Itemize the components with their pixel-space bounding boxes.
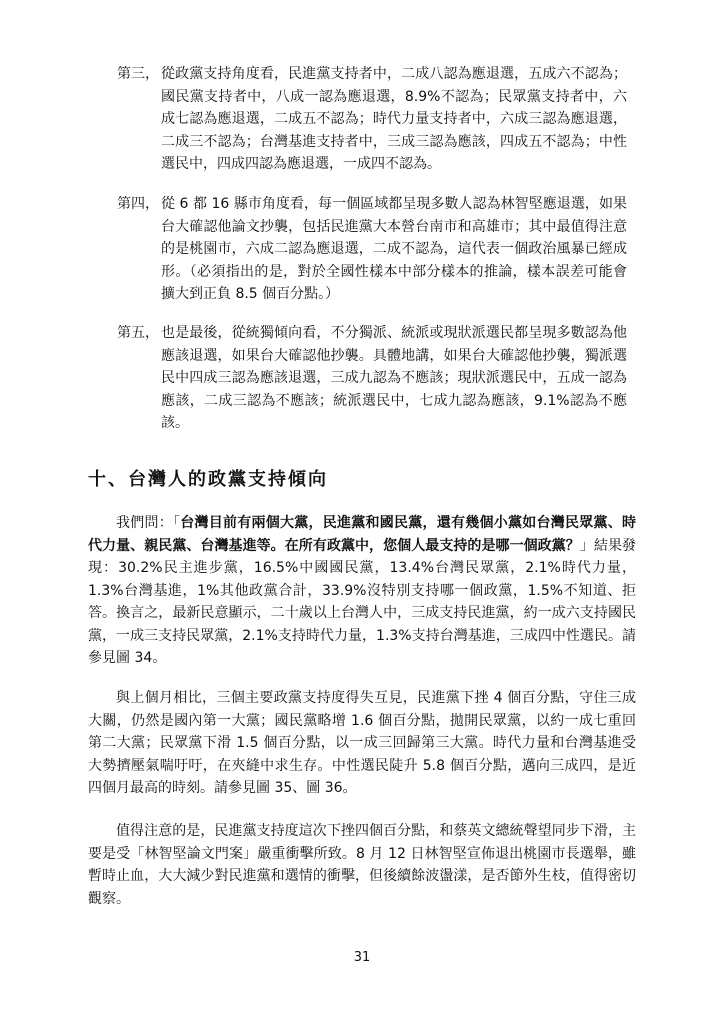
paragraph-intro: 我們問：「 [116, 515, 181, 531]
item-lead: 第五， [117, 325, 159, 341]
paragraph-outro: 」結果發現：30.2%民主進步黨，16.5%中國國民黨，13.4%台灣民眾黨，2.1%時代力量，1.3%台灣基進，1%其他政黨合計，33.9%沒特別支持哪一個政黨，1.5%不知道、拒答。換言之，最新民意顯示，二十歲以上台灣人中，三成支持民進黨，約一成六支持國民黨，一成三支持民眾黨，2.1%支持時代力量，1.3%支持台灣基進，三成四中性選民。請參見圖 34。 [88, 537, 637, 666]
item-text: 從政黨支持角度看，民進黨支持者中，二成八認為應退選，五成六不認為；國民黨支持者中，八成一認為應退選，8.9%不認為；民眾黨支持者中，六成七認為應退選，二成五不認為；時代力量支持者中，六成三認為應退選，二成三不認為；台灣基進支持者中，三成三認為應該，四成五不認為；中性選民中，四成四認為應退選，一成四不認為。 [161, 66, 627, 172]
paragraph-noteworthy: 值得注意的是，民進黨支持度這次下挫四個百分點，和蔡英文總統聲望同步下滑，主要是受「林智堅論文門案」嚴重衝擊所致。8 月 12 日林智堅宣佈退出桃園市長選舉，雖暫時止血，大大減少對民進黨和選情的衝擊，但後續餘波盪漾，是否節外生枝，值得密切觀察。 [88, 823, 636, 907]
paragraph-survey-question [88, 512, 636, 670]
item-lead: 第四， [117, 196, 159, 212]
paragraph-monthly-comparison: 與上個月相比，三個主要政黨支持度得失互見，民進黨下挫 4 個百分點，守住三成大關，仍然是國內第一大黨；國民黨略增 1.6 個百分點，拋開民眾黨，以約一成七重回第二大黨；民眾黨下滑 1.5 個百分點，以一成三回歸第三大黨。時代力量和台灣基進受大勢擠壓氣喘吁吁，在夾縫中求生存。中性選民陡升 5.8 個百分點，邁向三成四，是近四個月最高的時刻。請參見圖 35、圖 36。 [88, 690, 636, 796]
finding-item-fifth [117, 322, 627, 435]
finding-item-fourth [117, 193, 627, 306]
page-number: 31 [353, 950, 371, 965]
survey-question-text: 台灣目前有兩個大黨，民進黨和國民黨，還有幾個小黨如台灣民眾黨、時代力量、親民黨、台灣基進等。在所有政黨中，您個人最支持的是哪一個政黨？ [88, 515, 636, 554]
item-lead: 第三， [117, 66, 159, 82]
finding-item-third [117, 63, 627, 176]
item-text: 也是最後，從統獨傾向看，不分獨派、統派或現狀派選民都呈現多數認為他應該退選，如果台大確認他抄襲。具體地講，如果台大確認他抄襲，獨派選民中四成三認為應該退選，三成九認為不應該；現狀派選民中，五成一認為應該，二成三認為不應該；統派選民中，七成九認為應該，9.1%認為不應該。 [161, 325, 627, 431]
section-heading: 十、台灣人的政黨支持傾向 [88, 469, 328, 490]
item-text: 從 6 都 16 縣市角度看，每一個區域都呈現多數人認為林智堅應退選，如果台大確認他論文抄襲，包括民進黨大本營台南市和高雄市；其中最值得注意的是桃園市，六成二認為應退選，二成不認為，這代表一個政治風暴已經成形。（必須指出的是，對於全國性樣本中部分樣本的推論，樣本誤差可能會擴大到正負 8.5 個百分點。） [161, 196, 627, 302]
